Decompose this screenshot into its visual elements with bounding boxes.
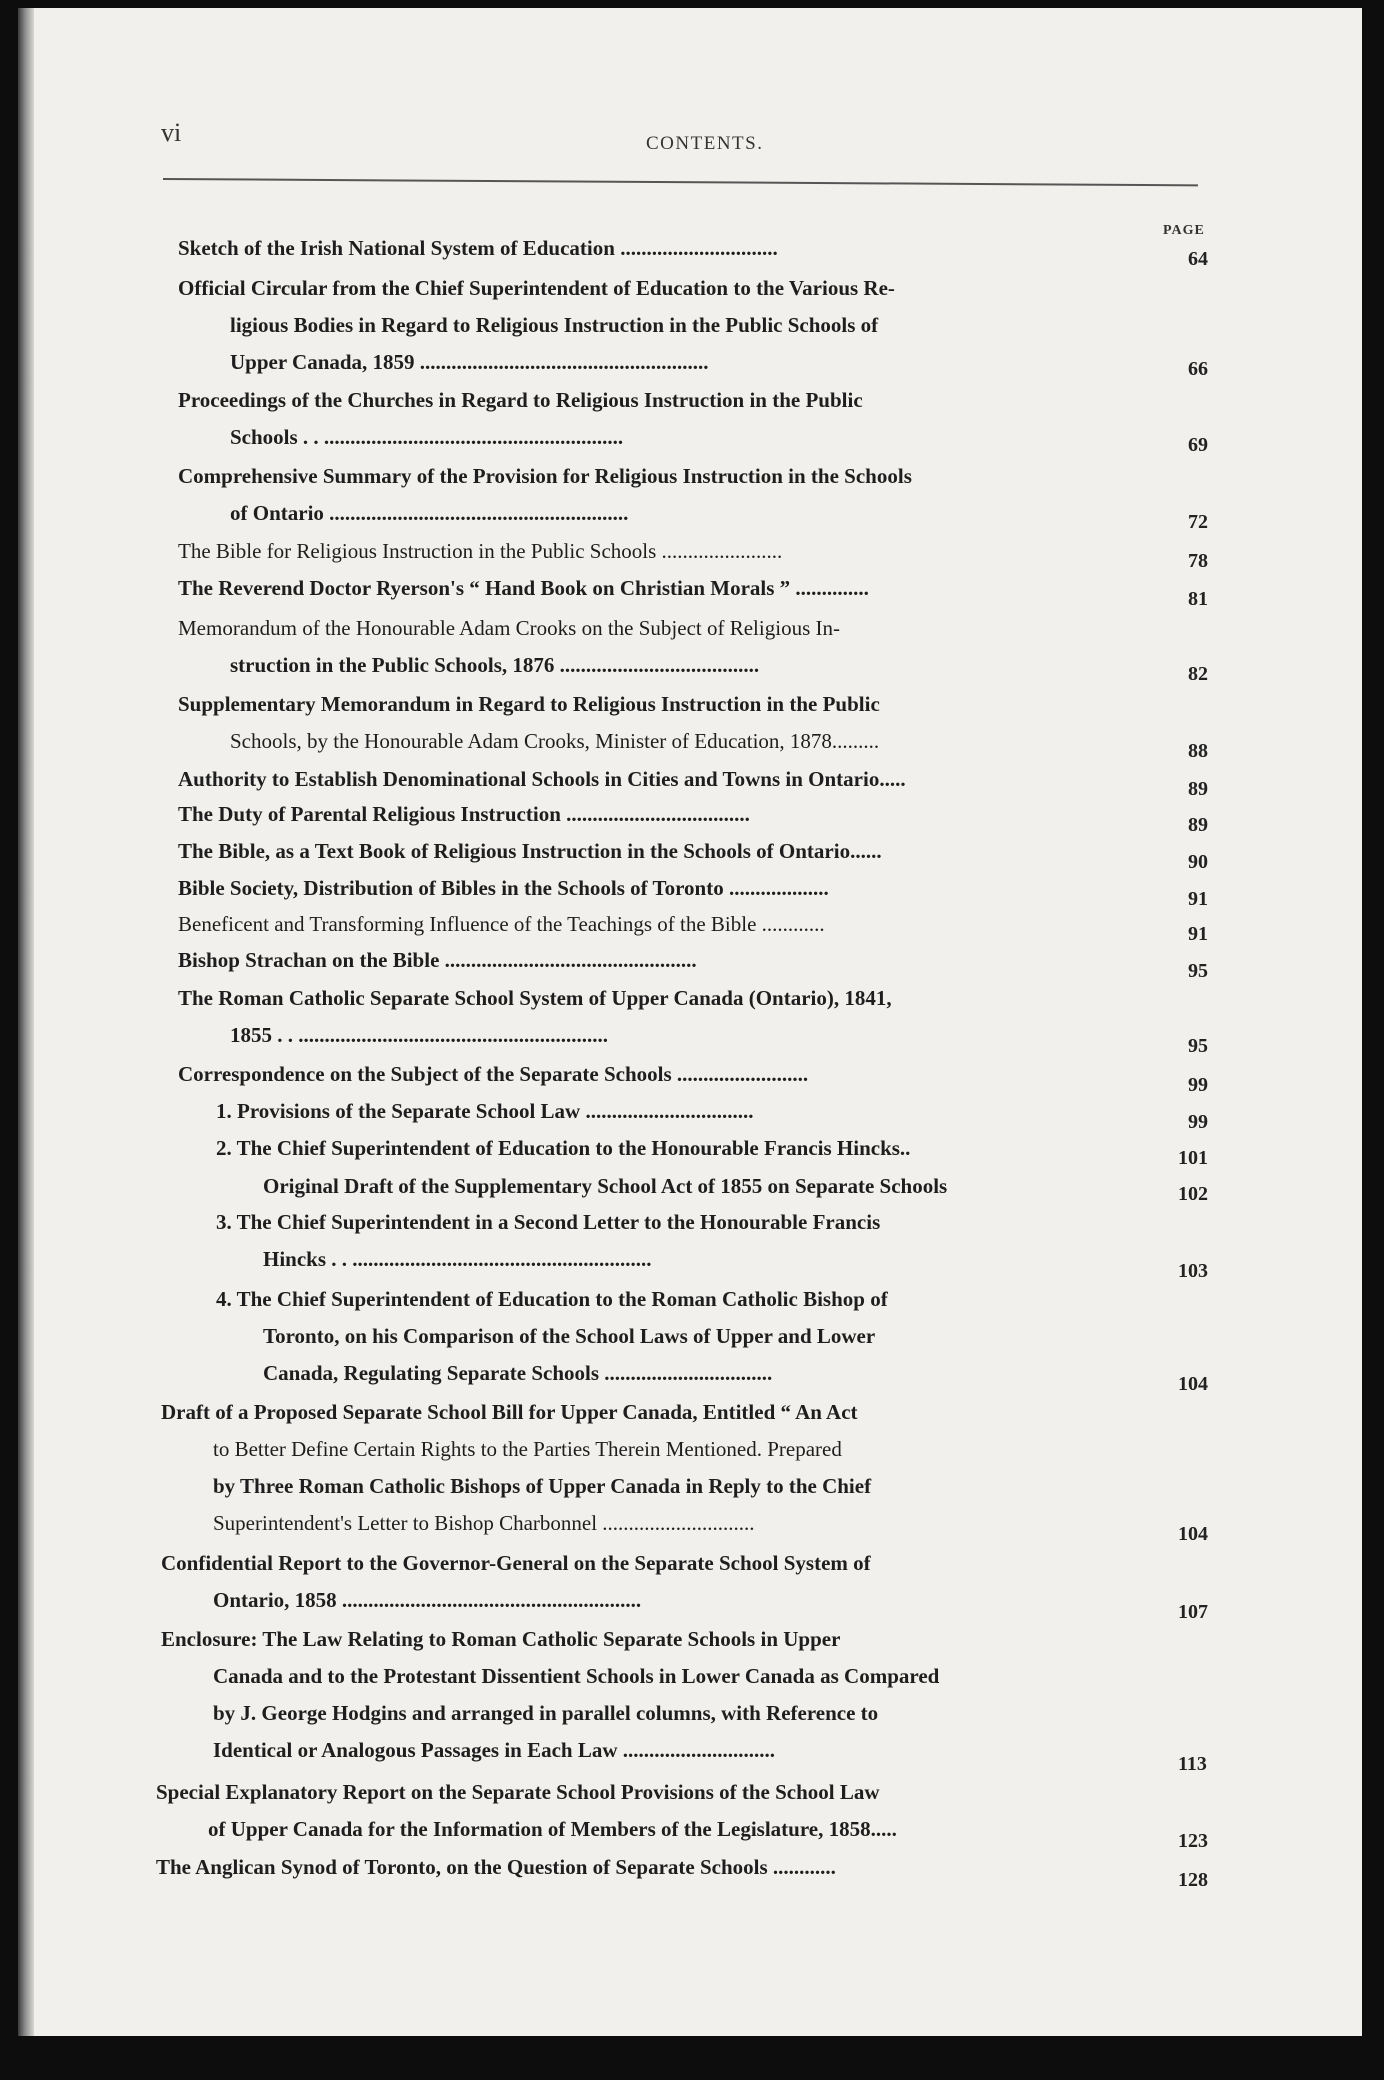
toc-page-number: 113 [1178, 1753, 1207, 1775]
toc-entry-line: Authority to Establish Denominational Schools in Cities and Towns in Ontario..... [178, 767, 906, 791]
toc-page-number: 64 [1188, 248, 1208, 270]
toc-entry [178, 980, 892, 1054]
toc-page-number: 72 [1188, 511, 1208, 533]
toc-entry [178, 870, 829, 907]
toc-entry-line: struction in the Public Schools, 1876 ...................................... [230, 653, 760, 677]
toc-entry [178, 833, 882, 870]
running-title: CONTENTS. [646, 133, 764, 154]
toc-entry [178, 942, 697, 979]
toc-entry [178, 230, 778, 267]
toc-page-number: 128 [1178, 1869, 1208, 1891]
toc-page-number: 89 [1188, 778, 1208, 800]
toc-entry-line: The Bible, as a Text Book of Religious Instruction in the Schools of Ontario...... [178, 839, 882, 863]
toc-page-number: 104 [1178, 1523, 1208, 1545]
toc-entry-line: of Upper Canada for the Information of Members of the Legislature, 1858..... [208, 1817, 897, 1841]
toc-entry-line: Sketch of the Irish National System of Education .............................. [178, 236, 778, 260]
toc-entry [178, 458, 912, 532]
toc-entry [263, 1168, 947, 1205]
toc-entry [178, 610, 840, 684]
toc-entry-line: Canada, Regulating Separate Schools ................................ [263, 1361, 773, 1385]
toc-entry [156, 1849, 836, 1886]
toc-page-number: 101 [1178, 1147, 1208, 1169]
book-page [18, 8, 1362, 2036]
toc-entry-line: Upper Canada, 1859 ....................................................... [230, 350, 709, 374]
toc-entry-line: Hincks . . ......................................................... [263, 1247, 652, 1271]
toc-entry-line: 1855 . . ........................................................... [230, 1023, 608, 1047]
toc-entry-line: Enclosure: The Law Relating to Roman Catholic Separate Schools in Upper [161, 1627, 841, 1651]
toc-entry-line: Confidential Report to the Governor-General on the Separate School System of [161, 1551, 871, 1575]
toc-entry-line: The Roman Catholic Separate School System of Upper Canada (Ontario), 1841, [178, 986, 892, 1010]
toc-entry [161, 1621, 939, 1769]
toc-entry-line: ligious Bodies in Regard to Religious Instruction in the Public Schools of [230, 313, 879, 337]
toc-page-number: 66 [1188, 358, 1208, 380]
toc-entry [216, 1281, 888, 1392]
toc-page-number: 88 [1188, 740, 1208, 762]
toc-entry-line: 4. The Chief Superintendent of Education to the Roman Catholic Bishop of [216, 1287, 888, 1311]
toc-entry-line: Special Explanatory Report on the Separate School Provisions of the School Law [156, 1780, 880, 1804]
toc-entry-line: Ontario, 1858 ......................................................... [213, 1588, 642, 1612]
toc-entry-line: Schools . . ......................................................... [230, 425, 624, 449]
toc-entry-line: The Duty of Parental Religious Instruction ................................... [178, 802, 750, 826]
toc-entry-line: Original Draft of the Supplementary School Act of 1855 on Separate Schools [263, 1174, 948, 1198]
toc-entry-line: Schools, by the Honourable Adam Crooks, Minister of Education, 1878......... [230, 729, 880, 753]
toc-entry-line: Bible Society, Distribution of Bibles in the Schools of Toronto ................... [178, 876, 829, 900]
toc-page-number: 103 [1178, 1260, 1208, 1282]
toc-page-number: 104 [1178, 1373, 1208, 1395]
toc-entry [178, 570, 869, 607]
toc-entry-line: Supplementary Memorandum in Regard to Religious Instruction in the Public [178, 692, 880, 716]
toc-entry [178, 761, 906, 798]
toc-page-number: 78 [1188, 550, 1208, 572]
toc-entry-line: The Bible for Religious Instruction in the Public Schools ....................... [178, 539, 783, 563]
toc-entry-line: Comprehensive Summary of the Provision for Religious Instruction in the Schools [178, 464, 912, 488]
toc-entry-line: Bishop Strachan on the Bible ................................................ [178, 948, 697, 972]
toc-entry-line: 2. The Chief Superintendent of Education to the Honourable Francis Hincks.. [216, 1136, 911, 1160]
toc-entry [216, 1204, 880, 1278]
toc-page-number: 90 [1188, 851, 1208, 873]
toc-entry-line: Identical or Analogous Passages in Each Law ............................. [213, 1738, 776, 1762]
toc-entry [178, 533, 782, 570]
toc-page-number: 95 [1188, 960, 1208, 982]
toc-entry-line: 1. Provisions of the Separate School Law ................................ [216, 1099, 754, 1123]
toc-entry-line: by J. George Hodgins and arranged in parallel columns, with Reference to [213, 1701, 879, 1725]
toc-entry-line: Correspondence on the Subject of the Separate Schools ......................... [178, 1062, 809, 1086]
toc-page-number: 99 [1188, 1111, 1208, 1133]
page-number: vi [161, 118, 182, 147]
toc-entry-line: 3. The Chief Superintendent in a Second Letter to the Honourable Francis [216, 1210, 881, 1234]
toc-entry [178, 796, 750, 833]
toc-entry-line: The Anglican Synod of Toronto, on the Question of Separate Schools ............ [156, 1855, 836, 1879]
toc-entry-line: to Better Define Certain Rights to the Parties Therein Mentioned. Prepared [213, 1437, 842, 1461]
toc-entry [178, 270, 895, 381]
toc-entry-line: Memorandum of the Honourable Adam Crooks on the Subject of Religious In- [178, 616, 840, 640]
toc-entry-line: Beneficent and Transforming Influence of the Teachings of the Bible ............ [178, 912, 825, 936]
toc-entry [178, 382, 863, 456]
toc-entry-line: Draft of a Proposed Separate School Bill for Upper Canada, Entitled “ An Act [161, 1400, 858, 1424]
toc-entry [156, 1774, 897, 1848]
toc-page-number: 102 [1178, 1183, 1208, 1205]
toc-entry [216, 1093, 753, 1130]
toc-entry-line: Toronto, on his Comparison of the School Laws of Upper and Lower [263, 1324, 876, 1348]
toc-entry [161, 1394, 871, 1542]
toc-page-number: 89 [1188, 814, 1208, 836]
page-column-label: PAGE [1163, 223, 1205, 238]
toc-entry-line: of Ontario ......................................................... [230, 501, 629, 525]
toc-entry [178, 1056, 808, 1093]
toc-entry [178, 906, 825, 943]
toc-entry [178, 686, 880, 760]
toc-entry-line: Superintendent's Letter to Bishop Charbonnel ............................. [213, 1511, 755, 1535]
toc-page-number: 81 [1188, 588, 1208, 610]
toc-page-number: 82 [1188, 663, 1208, 685]
toc-entry-line: The Reverend Doctor Ryerson's “ Hand Book on Christian Morals ” .............. [178, 576, 869, 600]
toc-page-number: 107 [1178, 1601, 1208, 1623]
toc-entry-line: Canada and to the Protestant Dissentient Schools in Lower Canada as Compared [213, 1664, 940, 1688]
toc-page-number: 95 [1188, 1035, 1208, 1057]
toc-page-number: 123 [1178, 1830, 1208, 1852]
toc-entry [161, 1545, 871, 1619]
toc-entry-line: by Three Roman Catholic Bishops of Upper Canada in Reply to the Chief [213, 1474, 872, 1498]
toc-page-number: 91 [1188, 888, 1208, 910]
table-of-contents [18, 8, 1362, 2036]
toc-entry-line: Official Circular from the Chief Superintendent of Education to the Various Re- [178, 276, 895, 300]
toc-page-number: 69 [1188, 434, 1208, 456]
toc-entry [216, 1130, 910, 1167]
toc-page-number: 99 [1188, 1074, 1208, 1096]
toc-entry-line: Proceedings of the Churches in Regard to Religious Instruction in the Public [178, 388, 863, 412]
toc-page-number: 91 [1188, 923, 1208, 945]
